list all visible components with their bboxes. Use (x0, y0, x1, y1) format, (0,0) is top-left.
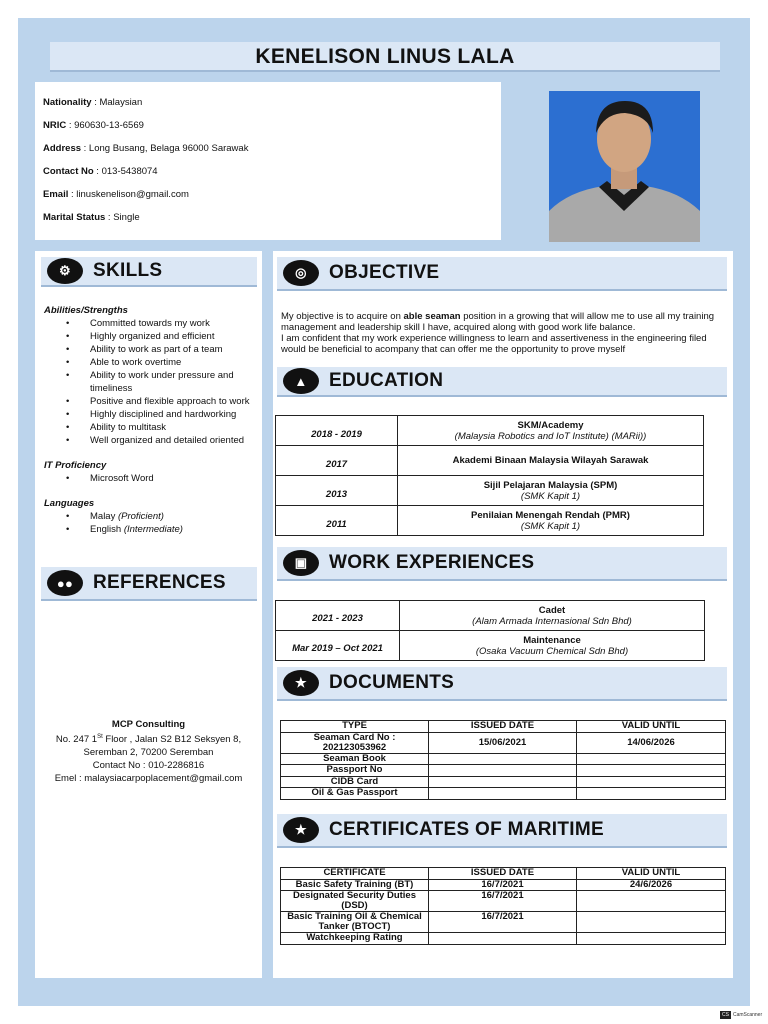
list-item: • Ability to multitask (66, 421, 258, 434)
info-row-marital (43, 212, 493, 235)
list-item: • Ability to work under pressure and timeliness (66, 369, 258, 395)
left-column (35, 251, 262, 978)
reference-address-line: Seremban 2, 70200 Seremban (83, 747, 214, 759)
gears-icon: ⚙ (47, 258, 83, 284)
objective-text (281, 311, 729, 355)
work-header (277, 547, 727, 581)
references-header (41, 567, 257, 601)
address-sup: St (97, 734, 103, 740)
cert-name: Watchkeeping Rating (281, 933, 429, 945)
list-item: • Committed towards my work (66, 317, 258, 330)
edu-year: 2018 - 2019 (276, 416, 398, 446)
languages-list (44, 510, 258, 536)
doc-type: Seaman Card No : 202123053962 (281, 732, 429, 753)
language-level: (Proficient) (117, 511, 164, 522)
info-value: : Long Busang, Belaga 96000 Sarawak (81, 143, 249, 154)
cert-valid (577, 891, 726, 912)
watermark-text: CamScanner (732, 1012, 763, 1018)
cert-issued: 16/7/2021 (429, 912, 577, 933)
education-table (275, 415, 704, 536)
section-title: REFERENCES (93, 572, 226, 593)
table-header-row (281, 721, 726, 733)
edu-desc (398, 476, 704, 506)
reference-email: Emel : malaysiacarpoplacement@gmail.com (54, 773, 243, 785)
edu-year: 2011 (276, 506, 398, 536)
cert-valid (577, 933, 726, 945)
language-name: Malay (90, 511, 118, 522)
edu-name: Akademi Binaan Malaysia Wilayah Sarawak (452, 455, 649, 466)
column-header: ISSUED DATE (429, 721, 577, 733)
doc-issued: 15/06/2021 (429, 732, 577, 753)
edu-name: SKM/Academy (517, 419, 584, 431)
table-row (281, 753, 726, 765)
table-row (281, 765, 726, 777)
table-row (276, 601, 705, 631)
doc-issued (429, 753, 577, 765)
skills-subheading: Abilities/Strengths (44, 305, 128, 316)
doc-issued (429, 776, 577, 788)
education-header (277, 367, 727, 397)
list-item (66, 510, 258, 523)
table-row (281, 788, 726, 800)
doc-type: CIDB Card (281, 776, 429, 788)
skills-body (44, 304, 258, 536)
table-header-row (281, 868, 726, 880)
info-row-nric (43, 120, 493, 143)
work-company: (Alam Armada Internasional Sdn Bhd) (472, 615, 632, 627)
info-label: NRIC (43, 120, 67, 131)
info-row-email (43, 189, 493, 212)
doc-issued (429, 765, 577, 777)
table-row (281, 912, 726, 933)
reference-address-line (35, 731, 262, 746)
cert-valid (577, 912, 726, 933)
info-row-nationality (43, 97, 493, 120)
objective-paragraph: I am confident that my work experience willingness to learn and assertiveness in the engineering filed would be beneficial to acompany that can offer me the opportunity to prove myself (281, 333, 707, 355)
table-row (276, 476, 704, 506)
info-label: Nationality (43, 97, 92, 108)
skills-subheading: IT Proficiency (44, 460, 107, 471)
info-value: : linuskenelison@gmail.com (68, 189, 189, 200)
work-company: (Osaka Vacuum Chemical Sdn Bhd) (475, 645, 629, 657)
list-item (66, 523, 258, 536)
info-label: Marital Status (43, 212, 106, 223)
edu-place: (Malaysia Robotics and IoT Institute) (MARii)) (454, 430, 647, 442)
candidate-name: KENELISON LINUS LALA (50, 42, 720, 72)
column-header: TYPE (281, 721, 429, 733)
info-value: : Malaysian (91, 97, 143, 108)
column-header: ISSUED DATE (429, 868, 577, 880)
briefcase-icon: ▣ (283, 550, 319, 576)
trophy-icon: ★ (283, 670, 319, 696)
cert-name: Basic Safety Training (BT) (281, 879, 429, 891)
table-row (276, 416, 704, 446)
list-item: • Ability to work as part of a team (66, 343, 258, 356)
edu-desc (398, 506, 704, 536)
objective-paragraph (281, 311, 729, 333)
doc-valid: 14/06/2026 (577, 732, 726, 753)
text-part: My objective is to acquire on (281, 311, 404, 322)
edu-place: (SMK Kapit 1) (520, 520, 581, 532)
section-title: CERTIFICATES OF MARITIME (329, 819, 604, 840)
table-row (276, 506, 704, 536)
people-icon: ●● (47, 570, 83, 596)
watermark-logo: CS (722, 1012, 729, 1018)
scanner-watermark (720, 1011, 762, 1019)
doc-valid (577, 753, 726, 765)
it-list (44, 472, 258, 485)
doc-valid (577, 765, 726, 777)
table-row (276, 631, 705, 661)
column-header: VALID UNTIL (577, 868, 726, 880)
reference-org: MCP Consulting (111, 719, 186, 730)
reference-contact: Contact No : 010-2286816 (92, 760, 205, 772)
section-title: SKILLS (93, 260, 163, 281)
documents-table (280, 720, 726, 800)
table-row (281, 891, 726, 912)
cert-issued (429, 933, 577, 945)
work-table (275, 600, 705, 661)
table-row (281, 933, 726, 945)
references-body (35, 718, 262, 785)
list-item: • Highly disciplined and hardworking (66, 408, 258, 421)
list-item: • Well organized and detailed oriented (66, 434, 258, 447)
column-header: VALID UNTIL (577, 721, 726, 733)
doc-valid (577, 776, 726, 788)
work-period: 2021 - 2023 (276, 601, 400, 631)
section-title: WORK EXPERIENCES (329, 552, 535, 573)
edu-desc (398, 416, 704, 446)
edu-name: Sijil Pelajaran Malaysia (SPM) (483, 479, 618, 491)
target-icon: ◎ (283, 260, 319, 286)
personal-info (35, 82, 501, 240)
work-role: Cadet (538, 604, 566, 616)
cert-valid: 24/6/2026 (577, 879, 726, 891)
table-row (281, 879, 726, 891)
work-role: Maintenance (523, 634, 581, 646)
info-row-contact (43, 166, 493, 189)
work-desc (400, 631, 705, 661)
language-level: (Intermediate) (123, 524, 183, 535)
section-title: EDUCATION (329, 370, 444, 391)
cert-issued: 16/7/2021 (429, 891, 577, 912)
edu-year: 2017 (276, 446, 398, 476)
abilities-list (44, 317, 258, 447)
list-item: • Able to work overtime (66, 356, 258, 369)
column-header: CERTIFICATE (281, 868, 429, 880)
list-item: • Microsoft Word (66, 472, 258, 485)
info-value: : Single (105, 212, 140, 223)
portrait-image (549, 91, 700, 242)
info-label: Address (43, 143, 82, 154)
doc-valid (577, 788, 726, 800)
table-row (276, 446, 704, 476)
text-bold: able seaman (403, 311, 461, 322)
edu-place: (SMK Kapit 1) (520, 490, 581, 502)
edu-year: 2013 (276, 476, 398, 506)
info-value: : 960630-13-6569 (66, 120, 144, 131)
graduation-cap-icon: ▲ (283, 368, 319, 394)
right-column (273, 251, 733, 978)
edu-desc (398, 446, 704, 476)
doc-issued (429, 788, 577, 800)
info-label: Email (43, 189, 69, 200)
doc-type: Oil & Gas Passport (281, 788, 429, 800)
documents-header (277, 667, 727, 701)
cert-name: Designated Security Duties (DSD) (281, 891, 429, 912)
certificates-table (280, 867, 726, 945)
address-part: Floor , Jalan S2 B12 Seksyen 8, (102, 734, 242, 746)
work-desc (400, 601, 705, 631)
language-name: English (90, 524, 124, 535)
info-label: Contact No (43, 166, 94, 177)
list-item: • Positive and flexible approach to work (66, 395, 258, 408)
certificates-header (277, 814, 727, 848)
cert-name: Basic Training Oil & Chemical Tanker (BTOCT) (281, 912, 429, 933)
doc-type: Passport No (281, 765, 429, 777)
edu-name: Penilaian Menengah Rendah (PMR) (471, 509, 630, 521)
table-row (281, 732, 726, 753)
info-value: : 013-5438074 (93, 166, 158, 177)
trophy-icon: ★ (283, 817, 319, 843)
table-row (281, 776, 726, 788)
address-part: No. 247 1 (55, 734, 98, 746)
skills-subheading: Languages (44, 498, 95, 509)
list-item: • Highly organized and efficient (66, 330, 258, 343)
skills-header (41, 257, 257, 287)
cert-issued: 16/7/2021 (429, 879, 577, 891)
objective-header (277, 257, 727, 291)
work-period: Mar 2019 – Oct 2021 (276, 631, 400, 661)
profile-photo (549, 91, 700, 242)
info-row-address (43, 143, 493, 166)
section-title: DOCUMENTS (329, 672, 455, 693)
doc-type: Seaman Book (281, 753, 429, 765)
text-part: position in a growing that will allow me to use all my training management and leadership skill I have, acquired along with good work life balance. (281, 311, 715, 333)
section-title: OBJECTIVE (329, 262, 440, 283)
